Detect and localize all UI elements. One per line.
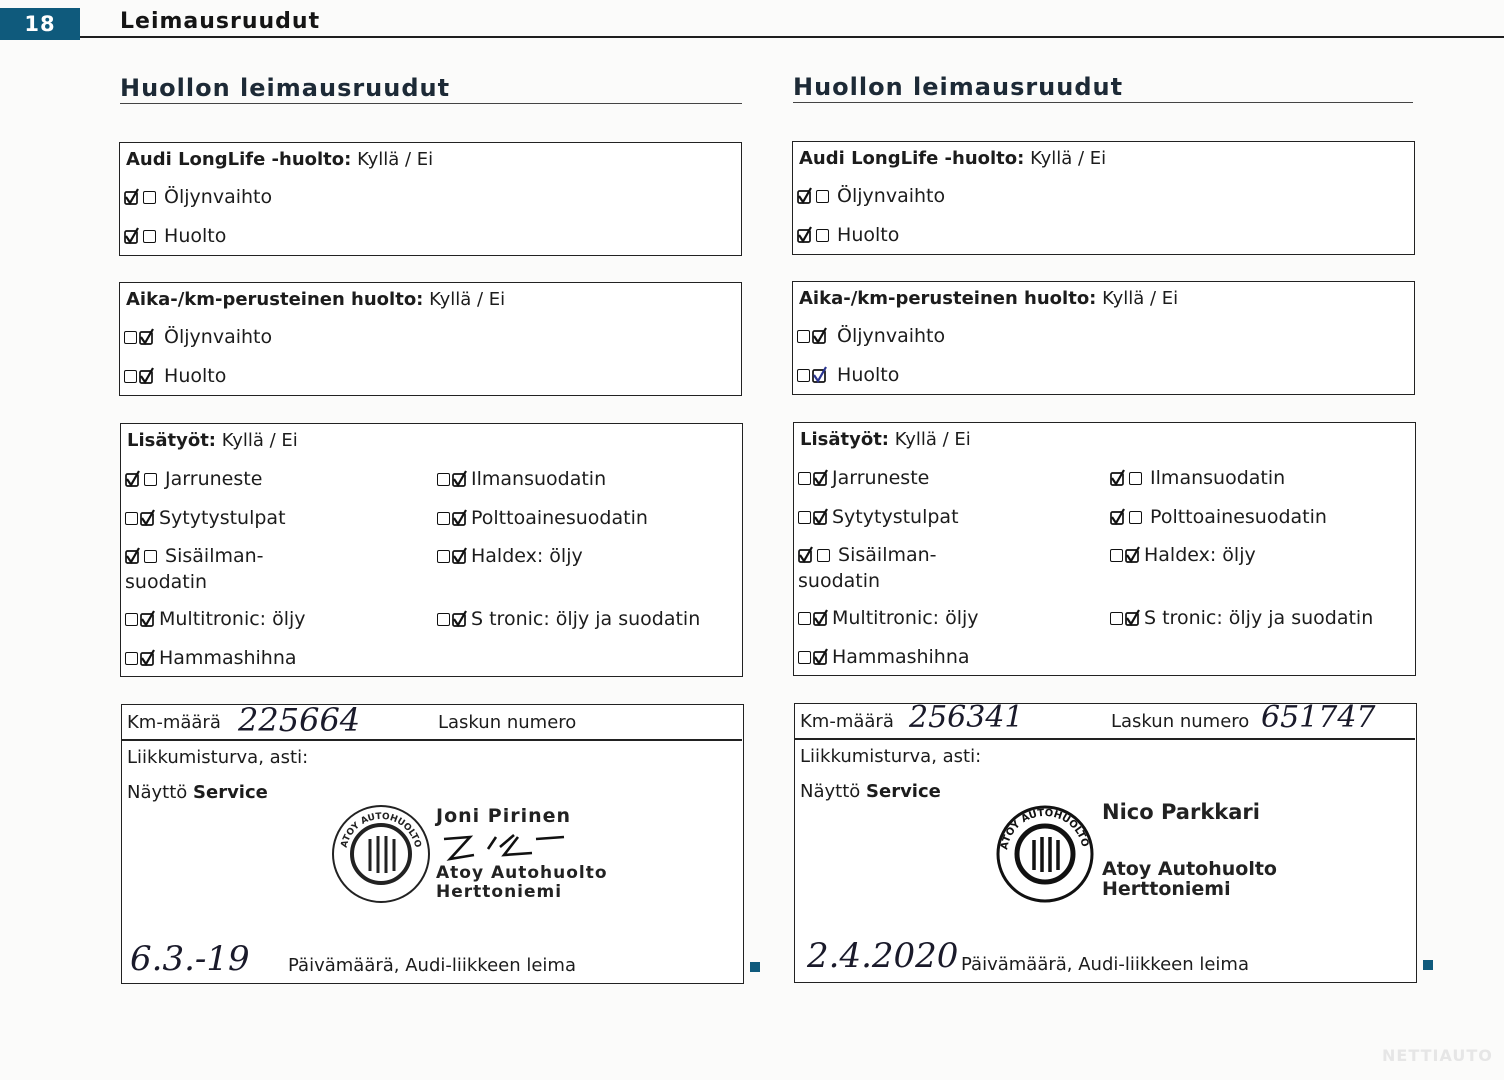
spark-plugs-row bbox=[798, 504, 959, 530]
yes-checkbox[interactable] bbox=[124, 370, 137, 383]
no-checkbox[interactable] bbox=[143, 230, 156, 243]
extra-work-heading: Lisätyöt: Kyllä / Ei bbox=[127, 430, 298, 451]
item-label: Huolto bbox=[837, 224, 900, 246]
time-km-oil-change-row bbox=[124, 324, 272, 350]
item-label: Jarruneste bbox=[832, 467, 930, 489]
title-rule bbox=[793, 102, 1413, 103]
yes-checkbox[interactable] bbox=[1110, 507, 1126, 525]
stamp-company: Atoy Autohuolto bbox=[436, 863, 608, 883]
date-handwritten: 6.3.-19 bbox=[130, 939, 250, 979]
end-marker-bullet bbox=[750, 962, 760, 972]
page-number: 18 bbox=[0, 8, 80, 40]
km-value-handwritten: 256341 bbox=[909, 700, 1024, 735]
item-label: Multitronic: öljy bbox=[832, 607, 979, 629]
no-checkbox[interactable] bbox=[143, 191, 156, 204]
end-marker-bullet bbox=[1423, 960, 1433, 970]
timing-belt-row bbox=[798, 644, 970, 670]
yes-checkbox[interactable] bbox=[798, 545, 814, 563]
brake-fluid-row bbox=[798, 465, 929, 491]
item-label: Ilmansuodatin bbox=[471, 468, 607, 490]
svg-text:ATOY AUTOHUOLTO bbox=[999, 808, 1090, 851]
no-checkbox[interactable] bbox=[139, 366, 155, 384]
longlife-box-2 bbox=[792, 141, 1415, 255]
no-checkbox[interactable] bbox=[812, 326, 828, 344]
cabin-filter-row bbox=[798, 542, 988, 594]
no-checkbox[interactable] bbox=[452, 546, 468, 564]
km-label: Km-määrä bbox=[800, 711, 894, 732]
no-checkbox[interactable] bbox=[452, 609, 468, 627]
km-value-handwritten: 225664 bbox=[238, 701, 361, 739]
title-rule bbox=[120, 103, 742, 104]
item-label: Sytytystulpat bbox=[832, 506, 959, 528]
item-label: Multitronic: öljy bbox=[159, 608, 306, 630]
watermark: NETTIAUTO bbox=[1382, 1046, 1493, 1065]
yes-checkbox[interactable] bbox=[797, 369, 810, 382]
extra-work-heading: Lisätyöt: Kyllä / Ei bbox=[800, 429, 971, 450]
signature bbox=[440, 829, 570, 865]
yes-checkbox[interactable] bbox=[797, 186, 813, 204]
brake-fluid-row bbox=[125, 466, 262, 492]
stamp-technician-name: Joni Pirinen bbox=[436, 805, 572, 827]
item-label: Öljynvaihto bbox=[164, 326, 273, 348]
no-checkbox[interactable] bbox=[1129, 472, 1142, 485]
yes-checkbox[interactable] bbox=[1110, 612, 1123, 625]
no-checkbox[interactable] bbox=[813, 608, 829, 626]
no-checkbox[interactable] bbox=[813, 468, 829, 486]
item-label: Haldex: öljy bbox=[1144, 544, 1256, 566]
km-row-divider bbox=[795, 738, 1415, 740]
s-tronic-row bbox=[437, 606, 700, 632]
timing-belt-row bbox=[125, 645, 297, 671]
multitronic-oil-row bbox=[798, 605, 979, 631]
longlife-heading: Audi LongLife -huolto: Kyllä / Ei bbox=[799, 148, 1107, 169]
air-filter-row bbox=[1110, 465, 1285, 491]
s-tronic-row bbox=[1110, 605, 1373, 631]
time-km-oil-change-row bbox=[797, 323, 945, 349]
extra-work-box-1 bbox=[120, 423, 743, 677]
service-record-box-2 bbox=[794, 700, 1417, 983]
no-checkbox[interactable] bbox=[1125, 608, 1141, 626]
header-rule bbox=[80, 36, 1504, 38]
no-checkbox[interactable] bbox=[144, 473, 157, 486]
yes-checkbox[interactable] bbox=[798, 651, 811, 664]
item-label: Huolto bbox=[164, 365, 227, 387]
fuel-filter-row bbox=[1110, 504, 1327, 530]
item-label: Hammashihna bbox=[832, 646, 970, 668]
yes-checkbox[interactable] bbox=[125, 613, 138, 626]
time-km-heading: Aika-/km-perusteinen huolto: Kyllä / Ei bbox=[126, 289, 506, 310]
invoice-value-handwritten: 651747 bbox=[1261, 700, 1376, 735]
time-km-box-1 bbox=[119, 282, 742, 396]
yes-checkbox[interactable] bbox=[124, 226, 140, 244]
item-label: Sisäilman-suodatin bbox=[798, 544, 937, 592]
no-checkbox[interactable] bbox=[140, 648, 156, 666]
air-filter-row bbox=[437, 466, 606, 492]
longlife-oil-change-row bbox=[797, 183, 945, 209]
yes-checkbox[interactable] bbox=[125, 546, 141, 564]
time-km-heading: Aika-/km-perusteinen huolto: Kyllä / Ei bbox=[799, 288, 1179, 309]
longlife-heading: Audi LongLife -huolto: Kyllä / Ei bbox=[126, 149, 434, 170]
item-label: Hammashihna bbox=[159, 647, 297, 669]
yes-checkbox[interactable] bbox=[124, 331, 137, 344]
longlife-box-1 bbox=[119, 142, 742, 256]
item-label: Polttoainesuodatin bbox=[471, 507, 648, 529]
dealer-stamp-seal bbox=[995, 804, 1095, 904]
yes-checkbox[interactable] bbox=[125, 469, 141, 487]
yes-checkbox[interactable] bbox=[797, 225, 813, 243]
time-km-service-row bbox=[797, 362, 899, 388]
no-checkbox[interactable] bbox=[140, 508, 156, 526]
yes-checkbox[interactable] bbox=[437, 550, 450, 563]
item-label: Jarruneste bbox=[165, 468, 263, 490]
running-title: Leimausruudut bbox=[120, 9, 321, 34]
yes-checkbox[interactable] bbox=[798, 612, 811, 625]
item-label: S tronic: öljy ja suodatin bbox=[471, 608, 701, 630]
yes-checkbox[interactable] bbox=[797, 330, 810, 343]
item-label: Huolto bbox=[164, 225, 227, 247]
yes-checkbox[interactable] bbox=[437, 473, 450, 486]
no-checkbox[interactable] bbox=[813, 507, 829, 525]
invoice-label: Laskun numero bbox=[438, 712, 577, 733]
longlife-service-row bbox=[124, 223, 226, 249]
no-checkbox[interactable] bbox=[139, 327, 155, 345]
no-checkbox[interactable] bbox=[817, 549, 830, 562]
stamp-location: Herttoniemi bbox=[1102, 878, 1231, 900]
item-label: Öljynvaihto bbox=[837, 185, 946, 207]
no-checkbox[interactable] bbox=[140, 609, 156, 627]
service-record-box-1 bbox=[121, 701, 744, 984]
no-checkbox[interactable] bbox=[813, 647, 829, 665]
yes-checkbox[interactable] bbox=[798, 472, 811, 485]
mobility-label: Liikkumisturva, asti: bbox=[800, 746, 982, 767]
stamp-technician-name: Nico Parkkari bbox=[1102, 800, 1260, 824]
longlife-oil-change-row bbox=[124, 184, 272, 210]
longlife-service-row bbox=[797, 222, 899, 248]
item-label: Öljynvaihto bbox=[164, 186, 273, 208]
haldex-oil-row bbox=[1110, 542, 1256, 568]
yes-checkbox[interactable] bbox=[437, 512, 450, 525]
extra-work-box-2 bbox=[793, 422, 1416, 676]
yes-checkbox[interactable] bbox=[1110, 549, 1123, 562]
time-km-box-2 bbox=[792, 281, 1415, 395]
item-label: S tronic: öljy ja suodatin bbox=[1144, 607, 1374, 629]
no-checkbox[interactable] bbox=[816, 229, 829, 242]
display-service-label: Näyttö Service bbox=[800, 781, 941, 802]
item-label: Ilmansuodatin bbox=[1150, 467, 1286, 489]
multitronic-oil-row bbox=[125, 606, 306, 632]
stamp-company: Atoy Autohuolto bbox=[1102, 858, 1277, 880]
item-label: Öljynvaihto bbox=[837, 325, 946, 347]
yes-checkbox[interactable] bbox=[125, 512, 138, 525]
stamp-seal-text: ATOY AUTOHUOLTO bbox=[999, 807, 1091, 851]
item-label: Polttoainesuodatin bbox=[1150, 506, 1327, 528]
yes-checkbox[interactable] bbox=[798, 511, 811, 524]
cabin-filter-row bbox=[125, 543, 315, 595]
display-service-label: Näyttö Service bbox=[127, 782, 268, 803]
no-checkbox[interactable] bbox=[816, 190, 829, 203]
record-1-title: Huollon leimausruudut bbox=[120, 74, 451, 102]
yes-checkbox[interactable] bbox=[125, 652, 138, 665]
yes-checkbox[interactable] bbox=[437, 613, 450, 626]
no-checkbox[interactable] bbox=[452, 469, 468, 487]
stamp-location: Herttoniemi bbox=[436, 882, 563, 902]
item-label: Sytytystulpat bbox=[159, 507, 286, 529]
no-checkbox[interactable] bbox=[1125, 545, 1141, 563]
no-checkbox[interactable] bbox=[812, 365, 828, 383]
item-label: Haldex: öljy bbox=[471, 545, 583, 567]
yes-checkbox[interactable] bbox=[1110, 468, 1126, 486]
km-label: Km-määrä bbox=[127, 712, 221, 733]
no-checkbox[interactable] bbox=[452, 508, 468, 526]
no-checkbox[interactable] bbox=[1129, 511, 1142, 524]
date-label: Päivämäärä, Audi-liikkeen leima bbox=[288, 955, 576, 976]
stamp-seal-text: ATOY AUTOHUOLTO bbox=[339, 811, 423, 849]
item-label: Sisäilman-suodatin bbox=[125, 545, 264, 593]
item-label: Huolto bbox=[837, 364, 900, 386]
record-2-title: Huollon leimausruudut bbox=[793, 73, 1124, 101]
spark-plugs-row bbox=[125, 505, 286, 531]
mobility-label: Liikkumisturva, asti: bbox=[127, 747, 309, 768]
km-row-divider bbox=[122, 739, 742, 741]
no-checkbox[interactable] bbox=[144, 550, 157, 563]
date-label: Päivämäärä, Audi-liikkeen leima bbox=[961, 954, 1249, 975]
fuel-filter-row bbox=[437, 505, 648, 531]
dealer-stamp-seal bbox=[330, 803, 432, 905]
invoice-label: Laskun numero bbox=[1111, 711, 1250, 732]
date-handwritten: 2.4.2020 bbox=[807, 936, 959, 976]
time-km-service-row bbox=[124, 363, 226, 389]
haldex-oil-row bbox=[437, 543, 583, 569]
yes-checkbox[interactable] bbox=[124, 187, 140, 205]
